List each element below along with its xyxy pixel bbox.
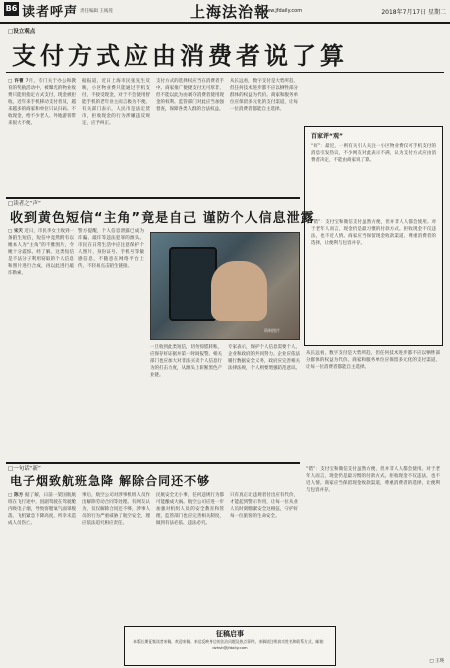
story2-continuation: 从长远看，数字支付是大势所趋，但任何技术进步都不应以牺牲部分群体的权益为代价。商家和服务单位应保留多元化的支付渠道，让每一位消费者都能自主选择。 (306, 351, 440, 370)
story1-column-4: 从长远看，数字支付是大势所趋，但任何技术进步都不应以牺牲部分群体的权益为代价。商家和服务单位应保留多元化的支付渠道，让每一位消费者都能自主选择。 (230, 79, 298, 112)
story3-kicker: □一句话“新” (8, 466, 41, 472)
phone-screen-shape (169, 247, 217, 321)
story2-column-4: 专家表示，保护个人信息需要个人、企业和政府的共同努力。企业应依法履行数据安全义务，政府应完善相关法律法规，个人则要增强防范意识。 (228, 345, 300, 371)
story2-kicker: □读者之“声” (8, 201, 41, 207)
story1-kicker: □设立观点 (8, 29, 36, 35)
call-for-submissions-box (124, 626, 336, 666)
section-title: 读者呼声 (22, 5, 79, 20)
story3-column-3: 民航安全无小事，任何违规行为都可能酿成大祸。航空公司应进一步加强对机组人员的安全教育和管理，监管部门也应完善相关制度，做到有法必依、违法必究。 (156, 493, 224, 526)
masthead (0, 0, 450, 24)
story2-byline: □ 宋天 (8, 229, 23, 234)
news-photo (150, 232, 300, 340)
editor-credit: 责任编辑 王嫣莲 (80, 9, 113, 14)
story3-byline: □ 陈方 (8, 493, 24, 498)
story3-column-4: 只有真正让违规者付出应有代价，才能起到警示作用，让每一位从业人员时刻绷紧安全这根弦，守护好每一位旅客的生命安全。 (230, 493, 298, 519)
story1-column-2: 据报道，近日上海市民张先生反映，小区物业费只能通过手机支付，不接受现金，对于不会使用智能手机的老年业主而言极为不便。有关部门表示，人民币是法定货币，拒收现金的行为涉嫌违反规定，应予纠正。 (82, 79, 150, 126)
hand-shape (211, 261, 267, 321)
issue-date: 2018年7月17日 星期二 (381, 9, 446, 16)
divider (6, 197, 300, 199)
right-column-text: “错”：支付宝和微信支付虽然方便，但并非人人都会使用。对于老年人而言，现金仍是最习惯的付款方式。拒收现金不仅违法，也不近人情。商家应当保留现金收款渠道，尊重消费者的选择，让便利与包容并存。 (306, 467, 440, 493)
story3-headline: 电子烟致航班急降 解除合同还不够 (10, 474, 211, 488)
page-number-badge: B6 (4, 2, 19, 16)
story3-column-2: 事后，航空公司对涉事机组人员作出解除劳动合同等处理。有网友认为，仅仅解除合同还不够，涉事人员的行为严重威胁了航空安全，理应依法追究相应责任。 (82, 493, 150, 526)
divider (6, 462, 300, 464)
story2-column-3: 一旦收到此类短信，切勿惊慌转账，应保存好证据并第一时间报警。相关部门也应加大对非法买卖个人信息行为的打击力度，从源头上斩断黑色产业链。 (150, 345, 222, 378)
newspaper-logo: 上海法治報 (190, 3, 271, 21)
commentary-sidebar (304, 126, 443, 346)
photo-credit: 资料图片 (264, 328, 280, 333)
footer-editor: □ 王瑛 (429, 659, 444, 664)
sidebar-body-2: “错”：支付宝和微信支付虽然方便，但并非人人都会使用。对于老年人而言，现金仍是最习惯的付款方式。拒收现金不仅违法，也不近人情。商家应当保留现金收款渠道，尊重消费者的选择，让便利与包容并存。 (311, 220, 436, 246)
recruit-title: 征稿启事 (216, 630, 244, 638)
story2-headline: 收到黄色短信“主角”竟是自己 谨防个人信息泄露 (10, 211, 315, 226)
story1-headline: 支付方式应由消费者说了算 (12, 41, 348, 70)
story1-byline: □ 许曹 (8, 79, 24, 84)
story1-column-3: 支付方式的选择权应当在消费者手中。商家推广便捷支付无可厚非，但不能以此为由剥夺消费者使用现金的权利。监管部门对此应当加强督查，保障各类人群的合法权益。 (156, 79, 224, 112)
story2-column-2: 警方提醒，个人信息泄露已成为诈骗、敲诈等违法犯罪的源头。市民在日常生活中应注意保护个人照片、身份证号、手机号等敏感信息，不随意在网络平台上传，不轻易点击陌生链接。 (78, 229, 144, 269)
sidebar-title: 百家评“观” (311, 133, 343, 140)
story2-column-1: □ 宋天 近日，市民李女士收到一条陌生短信，短信中竟然附有以她本人为“主角”的不雅图片，令她十分震惊。经了解，这类短信是不法分子利用窃取的个人信息和照片进行合成，再以此进行敲诈勒索。 (8, 229, 74, 276)
website-url: www.jfdaily.com (262, 8, 303, 14)
recruit-body: 本版长期征集读者来稿，欢迎来稿、来信反映身边的法治问题及热点事件。来稿请注明真实姓名和联系方式，邮箱：dzhsh@jfdaily.com (133, 639, 327, 650)
story1-column-1: □ 许曹 7月，专门关于办公和教育的奖励活动中，被曝光的物业收费只能用指定方式支付，现金被拒收。近年来手机移动支付普及，越来越多的商家和单位只认扫码、不收现金，给不少老人、外地游客带来很大不便。 (8, 79, 76, 126)
story3-column-1: □ 陈方 据了解，日前一架国航航班在飞行途中，因副驾驶在驾驶舱内吸电子烟，导致客舱氧气面罩脱落，飞机紧急下降高度，所幸未造成人员伤亡。 (8, 493, 76, 526)
sidebar-body-1: “好”：最近，一则有关引人关注一小区物业费仅可手机支付的消息引发热议，不少网友对此表示不满，认为支付方式应由消费者决定，不能由商家说了算。 (311, 144, 436, 163)
divider (6, 72, 444, 73)
